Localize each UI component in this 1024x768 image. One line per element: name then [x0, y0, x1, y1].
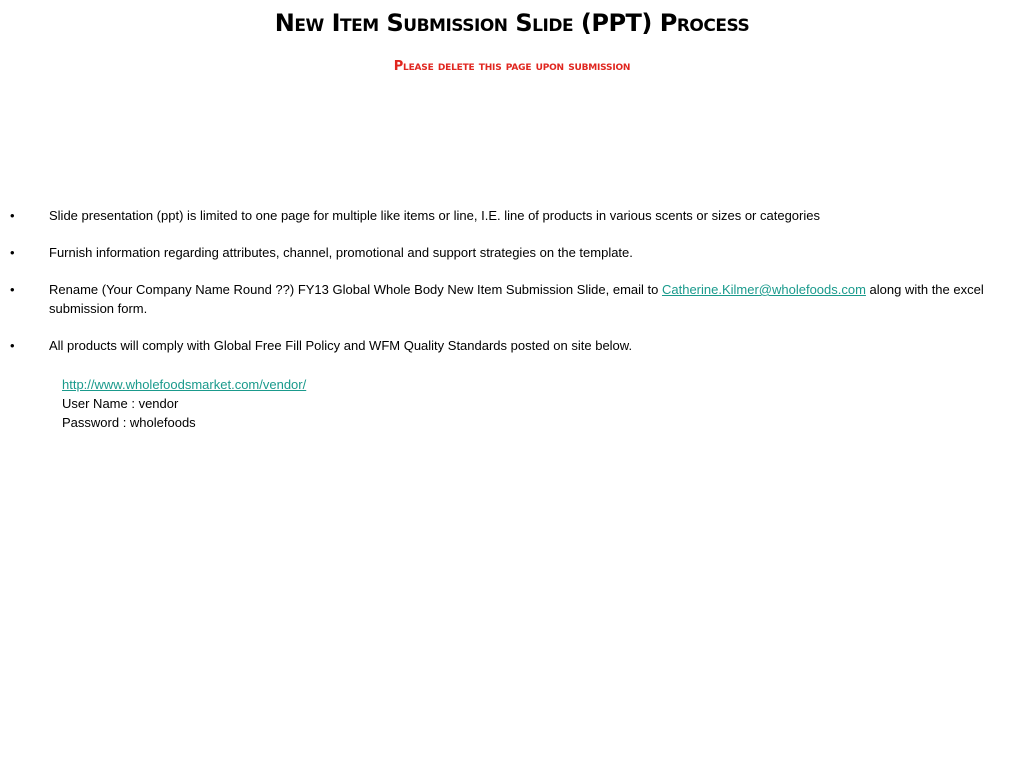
bullet-icon: • [10, 338, 15, 353]
bullet-text-before: Rename (Your Company Name Round ??) FY13 Global Whole Body New Item Submission Slide, email to [49, 282, 662, 297]
bullet-text: Slide presentation (ppt) is limited to one page for multiple like items or line, I.E. line of products in various scents or sizes or categories [49, 208, 820, 223]
bullet-icon: • [10, 245, 15, 260]
vendor-site-link[interactable]: http://www.wholefoodsmarket.com/vendor/ [62, 377, 307, 392]
vendor-site-info [62, 375, 306, 432]
bullet-item-3 [0, 280, 1024, 318]
bullet-text-after: along with the excel submission form. [49, 282, 984, 316]
bullet-text: Furnish information regarding attributes, channel, promotional and support strategies on the template. [49, 245, 633, 260]
bullet-item-4 [0, 336, 1024, 355]
bullet-item-2 [0, 243, 1024, 262]
bullet-item-1 [0, 206, 1024, 225]
username-text: User Name : vendor [62, 396, 179, 411]
password-text: Password : wholefoods [62, 415, 196, 430]
bullet-icon: • [10, 208, 15, 223]
bullet-icon: • [10, 282, 15, 297]
slide-title: New Item Submission Slide (PPT) Process [274, 9, 750, 37]
bullet-text: All products will comply with Global Free Fill Policy and WFM Quality Standards posted on site below. [49, 338, 633, 353]
email-link[interactable]: Catherine.Kilmer@wholefoods.com [661, 282, 866, 297]
slide-subtitle: Please delete this page upon submission [393, 59, 631, 74]
bullet-list [0, 206, 1024, 373]
